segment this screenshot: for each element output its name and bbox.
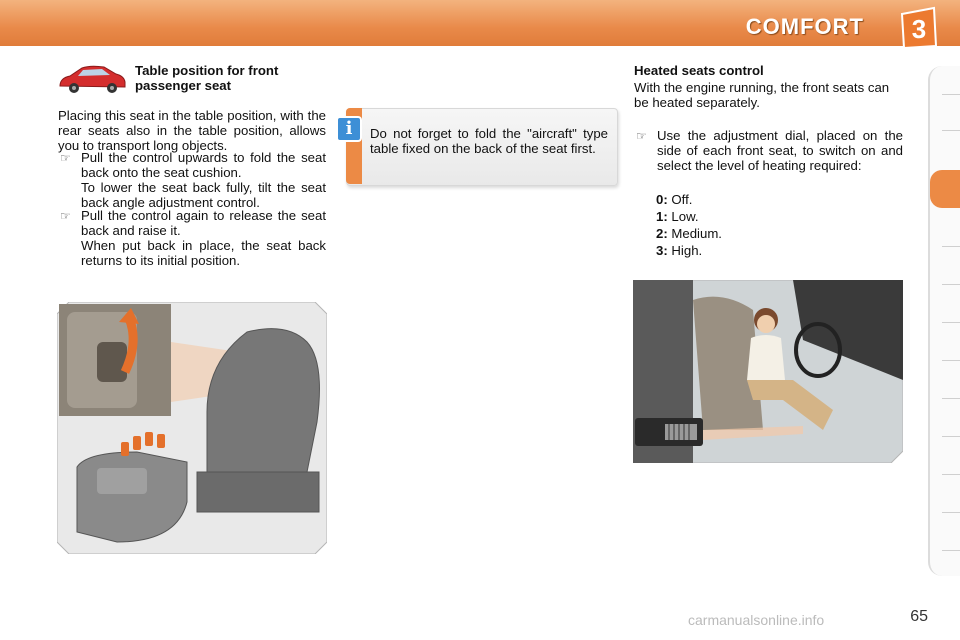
heat-level-2: [656, 226, 722, 241]
watermark: carmanualsonline.info: [688, 612, 825, 628]
page-number: 65: [910, 608, 928, 625]
side-tab[interactable]: [942, 246, 960, 247]
heat-level-key: 1:: [656, 209, 668, 224]
pointing-hand-icon: ☞: [60, 209, 71, 223]
chapter-number-badge: [900, 6, 938, 50]
left-bullet-2-note: When put back in place, the seat back returns to its initial position.: [81, 238, 326, 268]
heated-seats-heading: Heated seats control: [634, 63, 764, 78]
side-tab[interactable]: [942, 284, 960, 285]
side-tab[interactable]: [942, 474, 960, 475]
heat-level-1: [656, 209, 699, 224]
table-position-heading: Table position for front passenger seat: [135, 63, 279, 93]
heat-level-key: 2:: [656, 226, 668, 241]
info-text: Do not forget to fold the "aircraft" type table fixed on the back of the seat first.: [370, 126, 608, 156]
right-bullet-1: Use the adjustment dial, placed on the side of each front seat, to switch on and select the level of heating required:: [657, 128, 903, 173]
heat-level-3: [656, 243, 702, 258]
side-tab[interactable]: [942, 94, 960, 95]
car-thumbnail-icon: [56, 64, 128, 96]
page-header: [0, 0, 960, 46]
heat-level-key: 3:: [656, 243, 668, 258]
chapter-title: COMFORT: [745, 14, 864, 39]
heated-seats-intro: With the engine running, the front seats can be heated separately.: [634, 80, 890, 110]
side-tab[interactable]: [942, 436, 960, 437]
pointing-hand-icon: ☞: [60, 151, 71, 165]
heat-level-0: [656, 192, 692, 207]
chapter-side-tabs: [928, 66, 960, 576]
side-tab[interactable]: [942, 322, 960, 323]
heat-level-label: High.: [671, 243, 703, 258]
left-bullet-1: Pull the control upwards to fold the seat back onto the seat cushion.: [81, 150, 326, 180]
left-bullet-1-note: To lower the seat back fully, tilt the seat back angle adjustment control.: [81, 180, 326, 210]
info-icon: i: [338, 118, 360, 140]
left-bullet-2: Pull the control again to release the seat back and raise it.: [81, 208, 326, 238]
heat-level-key: 0:: [656, 192, 668, 207]
side-tab[interactable]: [942, 398, 960, 399]
seat-table-illustration: [57, 302, 327, 554]
side-tab[interactable]: [942, 550, 960, 551]
table-position-intro: Placing this seat in the table position, with the rear seats also in the table position, allows you to transport long objects.: [58, 108, 326, 153]
chapter-number: 3: [911, 14, 927, 44]
heat-level-label: Off.: [671, 192, 693, 207]
side-tab[interactable]: [942, 130, 960, 131]
side-tab-active[interactable]: [930, 170, 960, 208]
heat-level-label: Medium.: [671, 226, 722, 241]
side-tab[interactable]: [942, 512, 960, 513]
heat-level-label: Low.: [671, 209, 699, 224]
heated-seat-illustration: [633, 280, 903, 463]
pointing-hand-icon: ☞: [636, 129, 647, 143]
side-tab[interactable]: [942, 360, 960, 361]
